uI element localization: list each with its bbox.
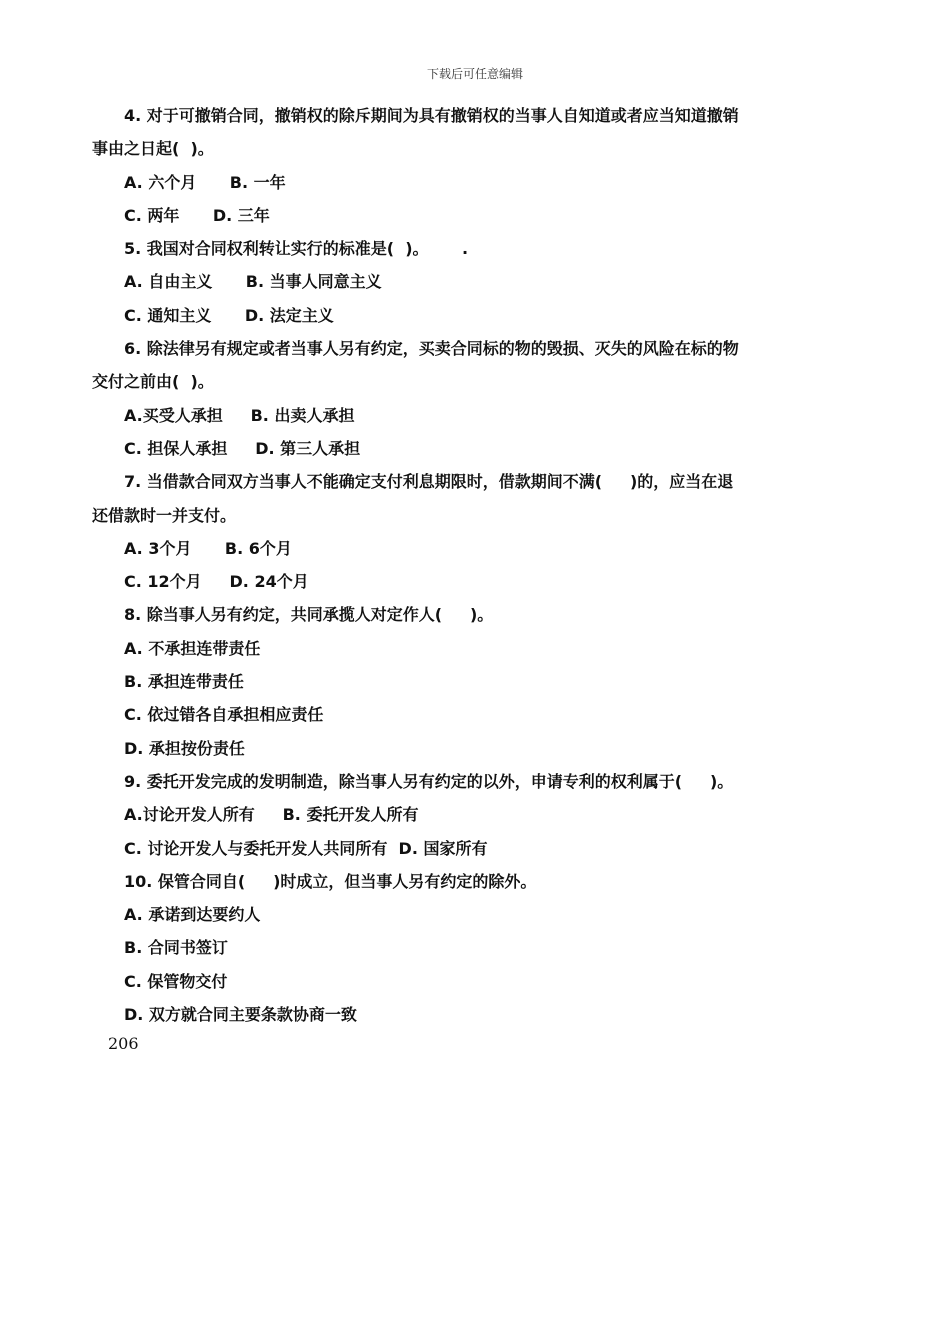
text-line: 4. 对于可撤销合同，撤销权的除斥期间为具有撤销权的当事人自知道或者应当知道撤销: [124, 106, 739, 125]
text-line: C. 依过错各自承担相应责任: [124, 705, 324, 725]
text-line: 9. 委托开发完成的发明制造，除当事人另有约定的以外，申请专利的权利属于( )。: [124, 771, 734, 791]
text-line: 6. 除法律另有规定或者当事人另有约定，买卖合同标的物的毁损、灭失的风险在标的物: [124, 339, 739, 359]
page-number: 206: [108, 1034, 139, 1053]
text-line: A.讨论开发人所有 B. 委托开发人所有: [124, 805, 419, 825]
text-line: C. 讨论开发人与委托开发人共同所有 D. 国家所有: [124, 838, 488, 858]
text-line: A. 承诺到达要约人: [124, 905, 261, 925]
text-line: C. 担保人承担 D. 第三人承担: [124, 438, 361, 458]
text-line: C. 通知主义 D. 法定主义: [124, 305, 334, 325]
text-line: C. 12个月 D. 24个月: [124, 572, 309, 592]
text-line: A. 自由主义 B. 当事人同意主义: [124, 272, 382, 292]
text-line: 8. 除当事人另有约定，共同承揽人对定作人( )。: [124, 605, 494, 625]
page-header: 下载后可任意编辑: [426, 67, 523, 81]
text-line: D. 双方就合同主要条款协商一致: [124, 1005, 357, 1025]
text-line: 事由之日起( )。: [92, 139, 214, 159]
text-line: 还借款时一并支付。: [92, 505, 237, 525]
text-line: A.买受人承担 B. 出卖人承担: [124, 405, 355, 425]
text-line: 7. 当借款合同双方当事人不能确定支付利息期限时，借款期间不满( )的，应当在退: [124, 472, 734, 492]
text-line: C. 两年 D. 三年: [124, 205, 270, 225]
text-line: B. 承担连带责任: [124, 672, 244, 692]
text-line: A. 六个月 B. 一年: [124, 172, 286, 192]
text-line: 10. 保管合同自( )时成立，但当事人另有约定的除外。: [124, 871, 537, 891]
text-line: B. 合同书签订: [124, 938, 228, 958]
text-line: C. 保管物交付: [124, 971, 228, 991]
text-line: A. 3个月 B. 6个月: [124, 538, 292, 558]
text-line: 交付之前由( )。: [92, 372, 214, 392]
text-line: 5. 我国对合同权利转让实行的标准是( )。 .: [124, 239, 469, 259]
text-line: A. 不承担连带责任: [124, 638, 261, 658]
text-line: D. 承担按份责任: [124, 738, 245, 758]
document-body: [92, 99, 792, 1031]
